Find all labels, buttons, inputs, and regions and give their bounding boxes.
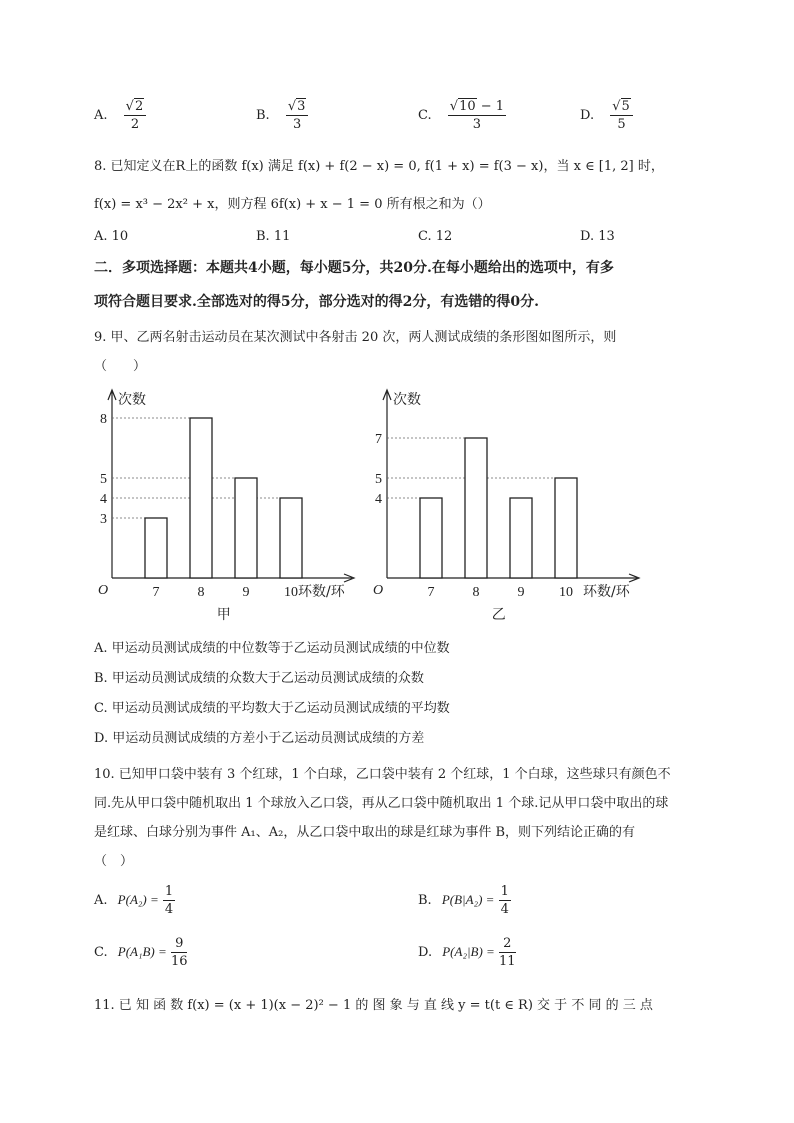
bar	[235, 478, 257, 578]
bar	[190, 418, 212, 578]
bar	[465, 438, 487, 578]
q11-line1: 11. 已 知 函 数 f(x) = (x + 1)(x − 2)² − 1 的 图 象 与 直 线 y = t(t ∈ R) 交 于 不 同 的 三 点	[94, 998, 653, 1013]
q9-option-d: D. 甲运动员测试成绩的方差小于乙运动员测试成绩的方差	[94, 731, 425, 746]
q8-option-b: B. 11	[256, 229, 291, 244]
section2-line2: 项符合题目要求.全部选对的得5分，部分选对的得2分，有选错的得0分.	[94, 294, 539, 310]
x-tick-label: 7	[427, 585, 435, 600]
q8-option-c: C. 12	[418, 229, 453, 244]
y-tick-label: 4	[100, 492, 107, 507]
chart-jia	[90, 380, 370, 630]
y-tick-label: 8	[100, 412, 107, 427]
x-tick-label: 8	[197, 585, 205, 600]
x-tick-label: 10	[284, 585, 298, 600]
y-tick-label: 7	[375, 432, 382, 447]
x-tick-label: 7	[152, 585, 160, 600]
q10-line3: 是红球、白球分别为事件 A₁、A₂，从乙口袋中取出的球是红球为事件 B，则下列结论正确的有	[94, 825, 636, 840]
y-tick-label: 4	[375, 492, 382, 507]
q7-option-c: C. $\frac{√10 - 1}{3}$	[418, 99, 505, 132]
y-tick-label: 3	[100, 512, 107, 527]
x-tick-label: 8	[472, 585, 480, 600]
q10-option-b: B. P(B|A₂) = $\frac{1}{4}$	[418, 884, 509, 917]
q7-option-a: A. $\frac{√2}{2}$	[94, 100, 146, 131]
q9-option-a: A. 甲运动员测试成绩的中位数等于乙运动员测试成绩的中位数	[94, 641, 450, 656]
q10-line4: （ ）	[94, 854, 134, 869]
q8-line1: 8. 已知定义在R上的函数 f(x) 满足 f(x) + f(2 − x) = 0, f(1 + x) = f(3 − x)，当 x ∈ [1, 2] 时，	[94, 159, 664, 174]
q10-option-d: D. P(A₂|B) = $\frac{2}{11}$	[418, 936, 516, 969]
q9-option-c: C. 甲运动员测试成绩的平均数大于乙运动员测试成绩的平均数	[94, 701, 450, 716]
y-axis-label: 次数	[118, 392, 146, 408]
bar	[555, 478, 577, 578]
q8-option-a: A. 10	[94, 229, 129, 244]
q10-option-c: C. P(A₁B) = $\frac{9}{16}$	[94, 936, 188, 969]
x-tick-label: 10	[559, 585, 573, 600]
q10-line2: 同.先从甲口袋中随机取出 1 个球放入乙口袋，再从乙口袋中随机取出 1 个球.记从甲口袋中取出的球	[94, 796, 669, 811]
x-axis-label: 环数/环	[298, 584, 345, 600]
q7-option-d: D. $\frac{√5}{5}$	[580, 100, 633, 131]
q10-option-a: A. P(A₂) = $\frac{1}{4}$	[94, 884, 174, 917]
x-tick-label: 9	[242, 585, 250, 600]
q9-line2: （ ）	[94, 359, 147, 374]
q9-line1: 9. 甲、乙两名射击运动员在某次测试中各射击 20 次，两人测试成绩的条形图如图所示，则	[94, 330, 617, 345]
origin-label: O	[98, 583, 109, 598]
chart-caption: 甲	[216, 607, 231, 623]
origin-label: O	[373, 583, 384, 598]
q7-option-b: B. $\frac{√3}{3}$	[256, 100, 308, 131]
q8-line2: f(x) = x³ − 2x² + x，则方程 6f(x) + x − 1 = 0 所有根之和为（）	[94, 197, 491, 212]
x-tick-label: 9	[517, 585, 525, 600]
q8-option-d: D. 13	[580, 229, 615, 244]
q10-line1: 10. 已知甲口袋中装有 3 个红球，1 个白球，乙口袋中装有 2 个红球，1 个白球，这些球只有颜色不	[94, 767, 671, 782]
x-axis-label: 环数/环	[583, 584, 630, 600]
y-axis-label: 次数	[393, 392, 421, 408]
chart-yi	[365, 380, 655, 630]
bar	[420, 498, 442, 578]
y-tick-label: 5	[100, 472, 107, 487]
bar	[510, 498, 532, 578]
section2-line1: 二．多项选择题：本题共4小题，每小题5分，共20分.在每小题给出的选项中，有多	[94, 260, 614, 276]
bar	[145, 518, 167, 578]
chart-caption: 乙	[491, 607, 506, 623]
bar	[280, 498, 302, 578]
y-tick-label: 5	[375, 472, 382, 487]
q9-option-b: B. 甲运动员测试成绩的众数大于乙运动员测试成绩的众数	[94, 671, 424, 686]
